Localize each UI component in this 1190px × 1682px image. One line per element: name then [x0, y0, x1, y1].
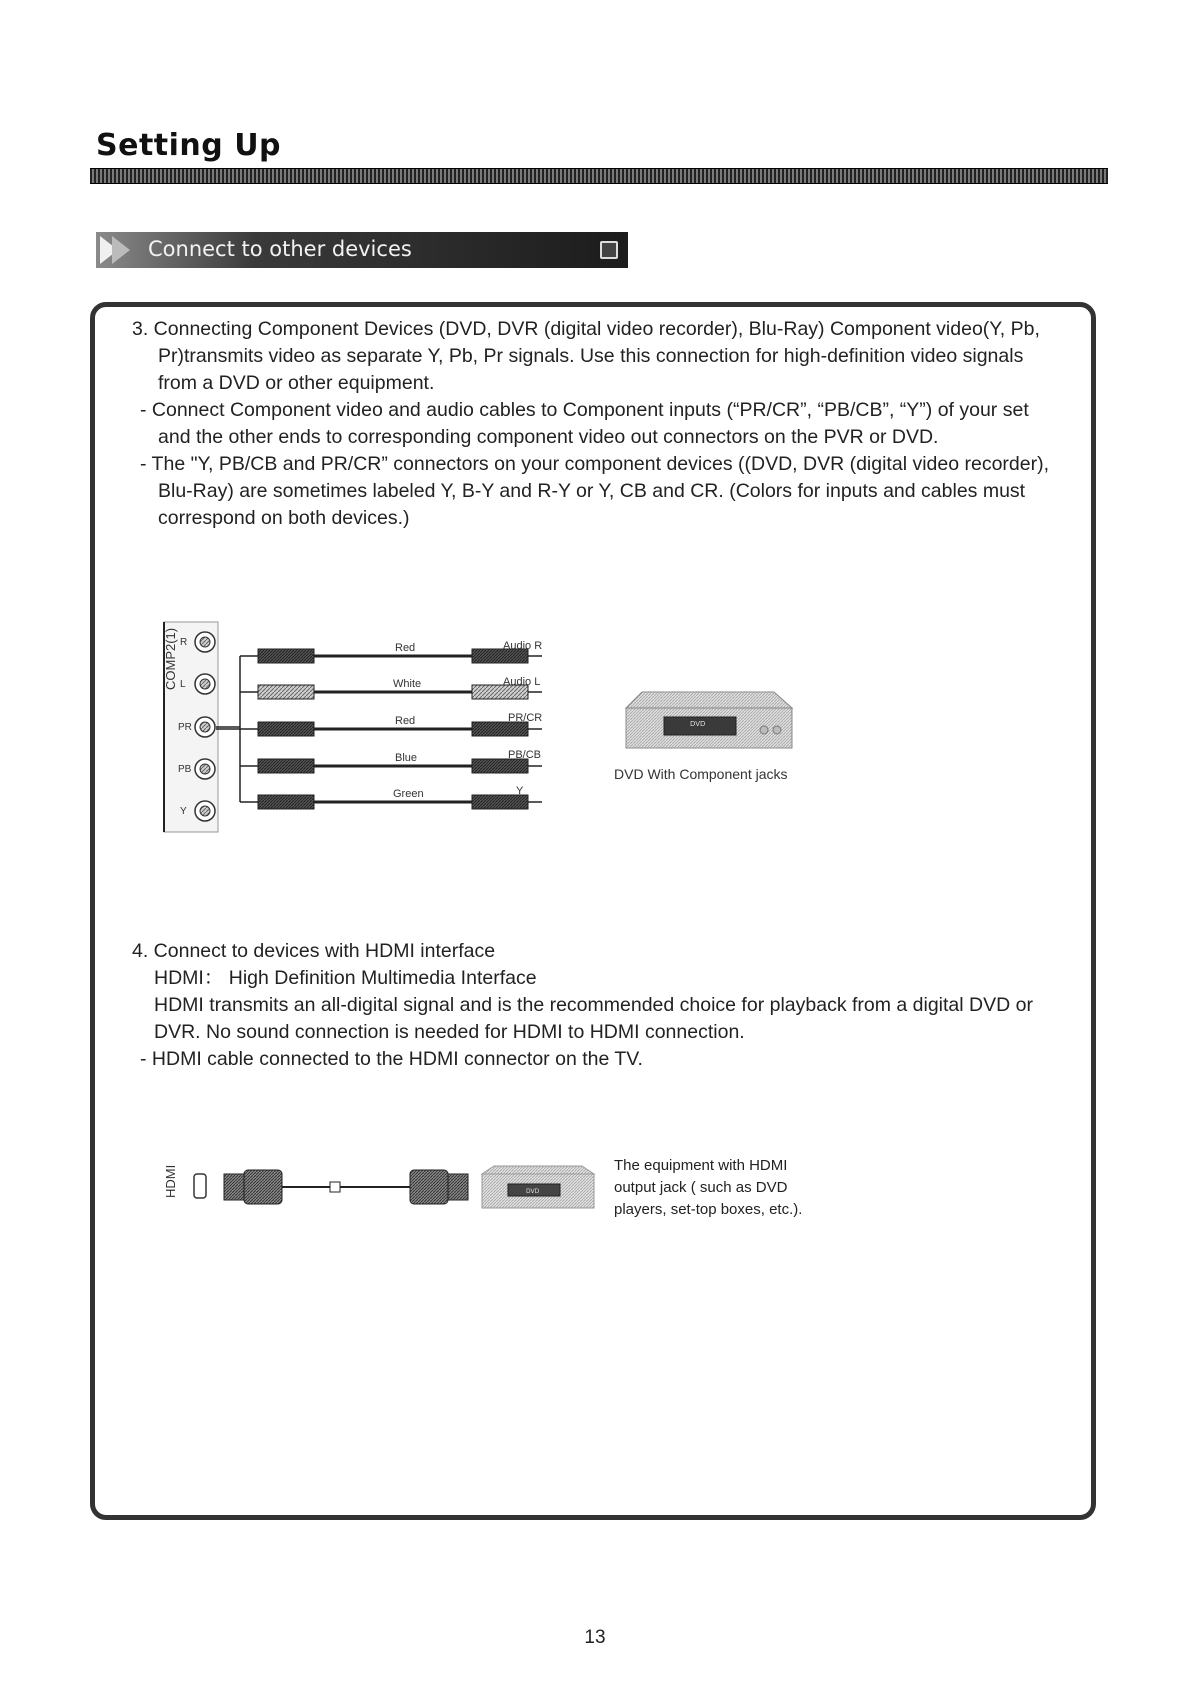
- hdmi-port-label: HDMI: [163, 1164, 178, 1198]
- cable-green-y: [240, 795, 542, 809]
- section-title: Connect to other devices: [148, 237, 412, 261]
- cable-label: Red: [395, 715, 416, 727]
- section-square-icon: [600, 241, 618, 259]
- jack-label: Y: [180, 806, 187, 817]
- hdmi-paragraph-line: 4. Connect to devices with HDMI interface: [132, 940, 496, 962]
- dvd-player-image: [624, 690, 794, 752]
- component-paragraph-line: correspond on both devices.): [158, 507, 410, 529]
- cable-label: White: [393, 678, 422, 690]
- hdmi-caption-line: The equipment with HDMI: [614, 1157, 788, 1174]
- dvd-caption: DVD With Component jacks: [614, 766, 788, 782]
- cable-end-label: Y: [516, 785, 524, 797]
- cable-label: Red: [395, 642, 416, 654]
- component-paragraph-line: and the other ends to corresponding component video out connectors on the PVR or DVD.: [158, 426, 939, 448]
- hdmi-paragraph-line: HDMI： High Definition Multimedia Interface: [154, 967, 537, 989]
- component-paragraph-line: Blu-Ray) are sometimes labeled Y, B-Y and R-Y or Y, CB and CR. (Colors for inputs and cables must: [158, 480, 1026, 502]
- jack-y: [195, 801, 215, 821]
- dvd-logo: DVD: [526, 1188, 540, 1195]
- cable-white-audio: [240, 685, 542, 699]
- component-paragraph-line: 3. Connecting Component Devices (DVD, DVR (digital video recorder), Blu-Ray) Component video(Y, Pb,: [132, 318, 1040, 340]
- comp-panel-label: COMP2(1): [163, 627, 178, 690]
- cable-red-pr: [216, 722, 542, 736]
- jack-l: [195, 674, 215, 694]
- jack-label: PR: [178, 722, 192, 733]
- component-paragraph-line: - Connect Component video and audio cables to Component inputs (“PR/CR”, “PB/CB”, “Y”) of your set: [140, 399, 1029, 421]
- jack-pb: [195, 759, 215, 779]
- component-diagram: [150, 620, 590, 850]
- hdmi-paragraph-line: DVR. No sound connection is needed for HDMI to HDMI connection.: [154, 1021, 745, 1043]
- page-title: Setting Up: [96, 128, 282, 163]
- cable-end-label: PB/CB: [508, 749, 542, 761]
- component-paragraph-line: from a DVD or other equipment.: [158, 372, 435, 394]
- component-paragraph-line: - The "Y, PB/CB and PR/CR” connectors on your component devices ((DVD, DVR (digital video recorder),: [140, 453, 1049, 475]
- title-rule: [90, 168, 1108, 184]
- cable-end-label: Audio L: [503, 676, 541, 688]
- cable-blue-pb: [240, 759, 542, 773]
- cable-end-label: PR/CR: [508, 712, 543, 724]
- cable-end-label: Audio R: [503, 640, 543, 652]
- jack-label: R: [180, 637, 188, 648]
- dvd-logo: DVD: [690, 720, 706, 728]
- hdmi-port-icon: [194, 1174, 206, 1198]
- page-number: 13: [584, 1627, 606, 1648]
- hdmi-cable-diagram: [190, 1160, 600, 1212]
- cable-label: Green: [393, 788, 424, 800]
- jack-label: PB: [178, 764, 192, 775]
- hdmi-caption-line: output jack ( such as DVD: [614, 1179, 788, 1196]
- jack-label: L: [180, 679, 186, 690]
- double-arrow-icon: [96, 232, 146, 268]
- hdmi-paragraph-line: - HDMI cable connected to the HDMI connector on the TV.: [140, 1048, 643, 1070]
- hdmi-paragraph-line: HDMI transmits an all-digital signal and is the recommended choice for playback from a digital DVD or: [154, 994, 1033, 1016]
- cable-red-audio: [240, 649, 542, 663]
- component-paragraph-line: Pr)transmits video as separate Y, Pb, Pr signals. Use this connection for high-definition video signals: [158, 345, 1024, 367]
- hdmi-caption-line: players, set-top boxes, etc.).: [614, 1201, 803, 1218]
- jack-pr: [195, 717, 215, 737]
- section-header: [96, 232, 628, 268]
- jack-r: [195, 632, 215, 652]
- cable-label: Blue: [395, 752, 418, 764]
